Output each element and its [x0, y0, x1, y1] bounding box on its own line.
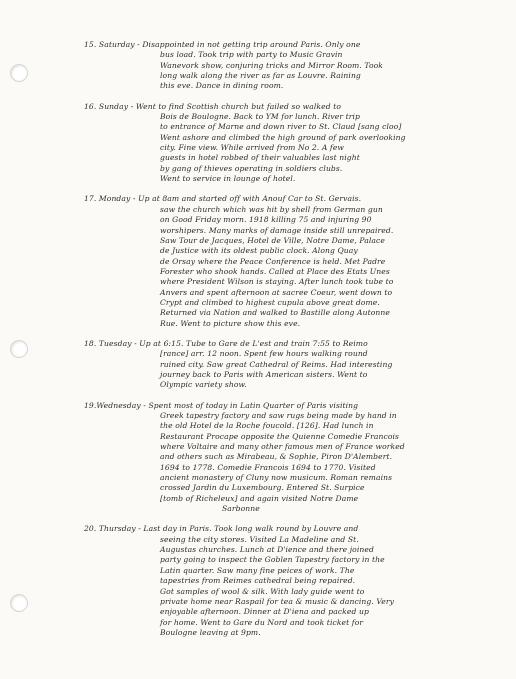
- entry-line: 20. Thursday - Last day in Paris. Took long walk round by Louvre and: [84, 524, 359, 534]
- entry-line: for home. Went to Gare du Nord and took ticket for: [160, 617, 364, 627]
- diary-entry: [84, 194, 488, 328]
- entry-line: Rue. Went to picture show this eve.: [160, 318, 301, 328]
- entry-line: where President Wilson is staying. After lunch took tube to: [160, 277, 394, 287]
- entry-line: Forester who shook hands. Called at Place des Etats Unes: [160, 266, 390, 276]
- diary-entry: [84, 102, 488, 185]
- entry-line: [rance] arr. 12 noon. Spent few hours walking round: [160, 349, 368, 359]
- entry-line: worshipers. Many marks of damage inside still unrepaired.: [160, 225, 394, 235]
- diary-entry: [84, 524, 488, 638]
- entry-line: Wanevork show, conjuring tricks and Mirror Room. Took: [160, 60, 383, 70]
- entry-line: Bois de Boulogne. Back to YM for lunch. River trip: [160, 112, 360, 122]
- entry-line: Saw Tour de Jacques, Hotel de Ville, Notre Dame, Palace: [160, 235, 385, 245]
- punch-hole: [10, 594, 28, 612]
- diary-entry: [84, 401, 488, 515]
- entry-line: Anvers and spent afternoon at sacree Coeur, went down to: [160, 287, 393, 297]
- entry-line: the old Hotel de la Roche foucold. [126]. Had lunch in: [160, 421, 374, 431]
- diary-entry: [84, 40, 488, 92]
- entry-line: Went to service in lounge of hotel.: [160, 174, 296, 184]
- entry-line: de Orsay where the Peace Conference is held. Met Padre: [160, 256, 386, 266]
- entry-line: Restaurant Procape opposite the Quienne Comedie Francois: [160, 431, 400, 441]
- entry-line: seeing the city stores. Visited La Madeline and St.: [160, 534, 359, 544]
- entry-line: ancient monastery of Cluny now musicum. Roman remains: [160, 473, 393, 483]
- entry-line: bus load. Took trip with party to Music Gravin: [160, 50, 343, 60]
- entry-line: journey back to Paris with American sisters. Went to: [160, 369, 368, 379]
- entry-line: this eve. Dance in dining room.: [160, 81, 284, 91]
- entry-line: 18. Tuesday - Up at 6:15. Tube to Gare de L'est and train 7:55 to Reimo: [84, 338, 368, 348]
- entry-line: to entrance of Marne and down river to St. Claud [sang cloo]: [160, 122, 402, 132]
- entry-line: Sarbonne: [222, 504, 260, 514]
- punch-hole: [10, 64, 28, 82]
- entry-line: crossed Jardin du Luxembourg. Entered St. Surpice: [160, 483, 365, 493]
- entry-line: Greek tapestry factory and saw rugs being made by hand in: [160, 411, 397, 420]
- diary-entries: [84, 40, 488, 648]
- entry-line: long walk along the river as far as Louvre. Raining: [160, 71, 361, 81]
- entry-line: 19.Wednesday - Spent most of today in Latin Quarter of Paris visiting: [84, 400, 359, 410]
- entry-line: enjoyable afternoon. Dinner at D'iena and packed up: [160, 607, 369, 617]
- entry-line: and others such as Mirabeau, & Sophie, Piron D'Alembert.: [160, 452, 393, 462]
- punch-hole: [10, 340, 28, 358]
- entry-line: on Good Friday morn. 1918 killing 75 and injuring 90: [160, 215, 372, 225]
- entry-line: Returned via Nation and walked to Bastille along Autonne: [160, 308, 391, 318]
- entry-line: Crypt and climbed to highest cupula above great dome.: [160, 297, 380, 307]
- entry-line: city. Fine view. While arrived from No 2. A few: [160, 143, 345, 153]
- entry-line: tapestries from Reimes cathedral being repaired.: [160, 576, 356, 586]
- entry-line: de Justice with its oldest public clock. Along Quay: [160, 246, 358, 256]
- entry-line: [tomb of Richeleux] and again visited Notre Dame: [160, 493, 359, 503]
- entry-line: party going to inspect the Goblen Tapestry factory in the: [160, 555, 385, 565]
- entry-line: Olympic variety show.: [160, 380, 247, 390]
- entry-line: ruined city. Saw great Cathedral of Reims. Had interesting: [160, 359, 393, 369]
- entry-line: where Voltaire and many other famous men of France worked: [160, 442, 405, 452]
- entry-line: Augustas churches. Lunch at D'ience and there joined: [160, 545, 374, 555]
- entry-line: by gang of thieves operating in soldiers clubs.: [160, 163, 343, 173]
- entry-line: Got samples of wool & silk. With lady guide went to: [160, 586, 365, 596]
- entry-line: guests in hotel robbed of their valuables last night: [160, 153, 360, 163]
- entry-line: 17. Monday - Up at 8am and started off with Anouf Car to St. Gervais.: [84, 194, 362, 204]
- entry-line: Went ashore and climbed the high ground of park overlooking: [160, 132, 406, 142]
- entry-line: 16. Sunday - Went to find Scottish church but failed so walked to: [84, 101, 342, 111]
- entry-line: Boulogne leaving at 9pm.: [160, 627, 261, 637]
- entry-line: Latin quarter. Saw many fine peices of work. The: [160, 565, 355, 575]
- entry-line: 1694 to 1778. Comedie Francois 1694 to 1770. Visited: [160, 462, 376, 472]
- entry-line: saw the church which was hit by shell from German gun: [160, 204, 383, 214]
- entry-line: private home near Raspail for tea & music & dancing. Very: [160, 596, 394, 606]
- entry-line: 15. Saturday - Disappointed in not getting trip around Paris. Only one: [84, 40, 361, 49]
- diary-entry: [84, 339, 488, 391]
